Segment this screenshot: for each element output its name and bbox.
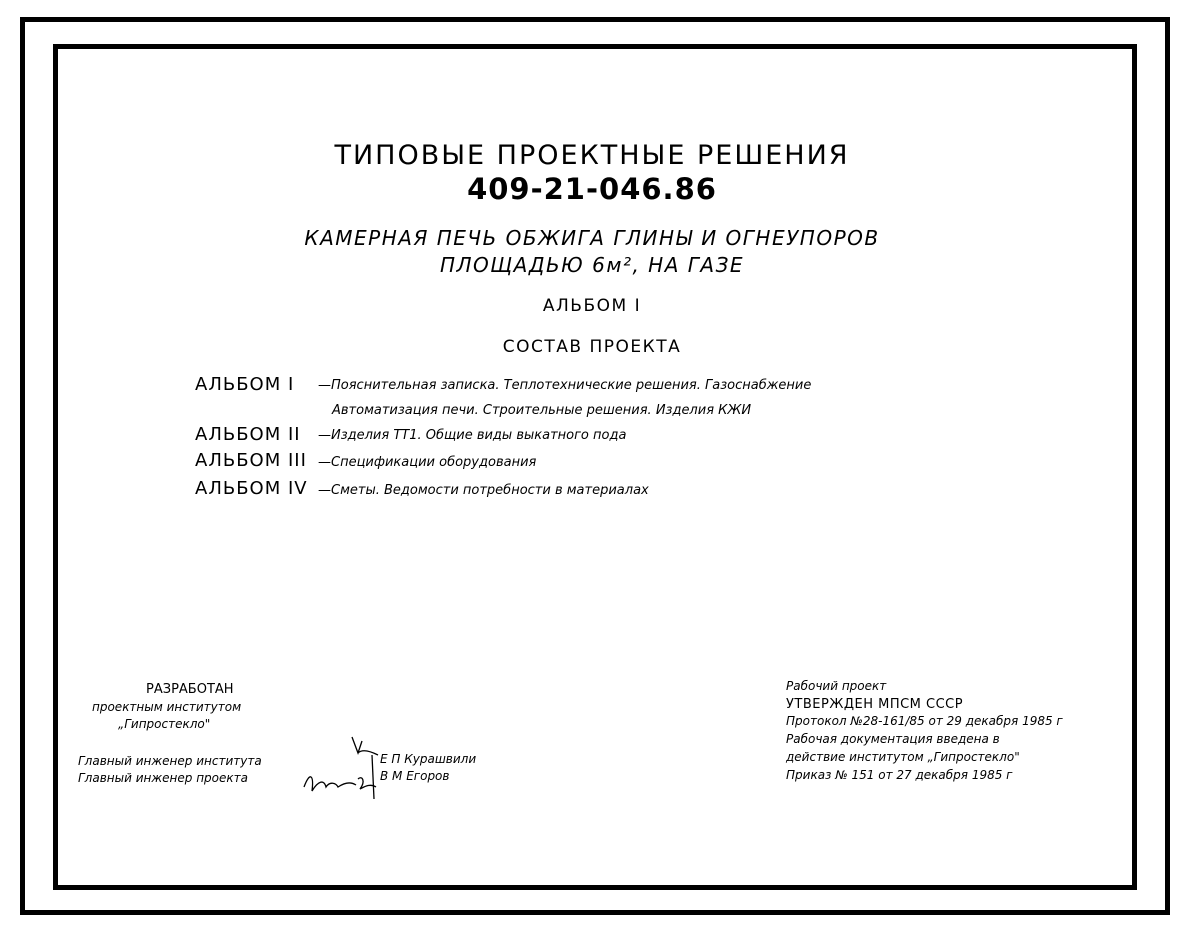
developer-line1: проектным институтом xyxy=(92,700,242,714)
developer-heading: РАЗРАБОТАН xyxy=(146,682,234,697)
approval-line1: Рабочий проект xyxy=(786,679,887,693)
subtitle-line1: КАМЕРНАЯ ПЕЧЬ ОБЖИГА ГЛИНЫ И ОГНЕУПОРОВ xyxy=(304,226,880,250)
subtitle-line2: ПЛОЩАДЬЮ 6м², НА ГАЗЕ xyxy=(439,253,745,277)
album-4-label: АЛЬБОМ IV xyxy=(195,478,308,499)
name-kurashvili: Е П Курашвили xyxy=(380,752,477,766)
album-3-line1: —Спецификации оборудования xyxy=(318,455,537,470)
role-chief-engineer-project: Главный инженер проекта xyxy=(78,771,248,785)
album-1-line1: —Пояснительная записка. Теплотехнические решения. Газоснабжение xyxy=(318,378,812,393)
signature-drawings xyxy=(300,735,380,800)
album-2-label: АЛЬБОМ II xyxy=(195,424,301,445)
approval-line3: Протокол №28-161/85 от 29 декабря 1985 г xyxy=(786,714,1063,728)
album-4-line1: —Сметы. Ведомости потребности в материалах xyxy=(318,483,649,498)
approval-line2: УТВЕРЖДЕН МПСМ СССР xyxy=(786,697,964,712)
album-heading: АЛЬБОМ I xyxy=(542,296,642,316)
album-3-label: АЛЬБОМ III xyxy=(195,450,307,471)
approval-line6: Приказ № 151 от 27 декабря 1985 г xyxy=(786,768,1013,782)
album-1-line2: Автоматизация печи. Строительные решения. Изделия КЖИ xyxy=(332,403,752,418)
developer-line2: „Гипростекло" xyxy=(118,717,211,731)
role-chief-engineer-institute: Главный инженер института xyxy=(78,754,262,768)
approval-line5: действие институтом „Гипростекло" xyxy=(786,750,1020,764)
name-egorov: В М Егоров xyxy=(380,769,450,783)
album-1-label: АЛЬБОМ I xyxy=(195,374,295,395)
document-title: ТИПОВЫЕ ПРОЕКТНЫЕ РЕШЕНИЯ xyxy=(334,140,850,171)
document-code: 409-21-046.86 xyxy=(467,172,717,206)
composition-heading: СОСТАВ ПРОЕКТА xyxy=(502,337,682,357)
approval-line4: Рабочая документация введена в xyxy=(786,732,1000,746)
album-2-line1: —Изделия ТТ1. Общие виды выкатного пода xyxy=(318,428,627,443)
